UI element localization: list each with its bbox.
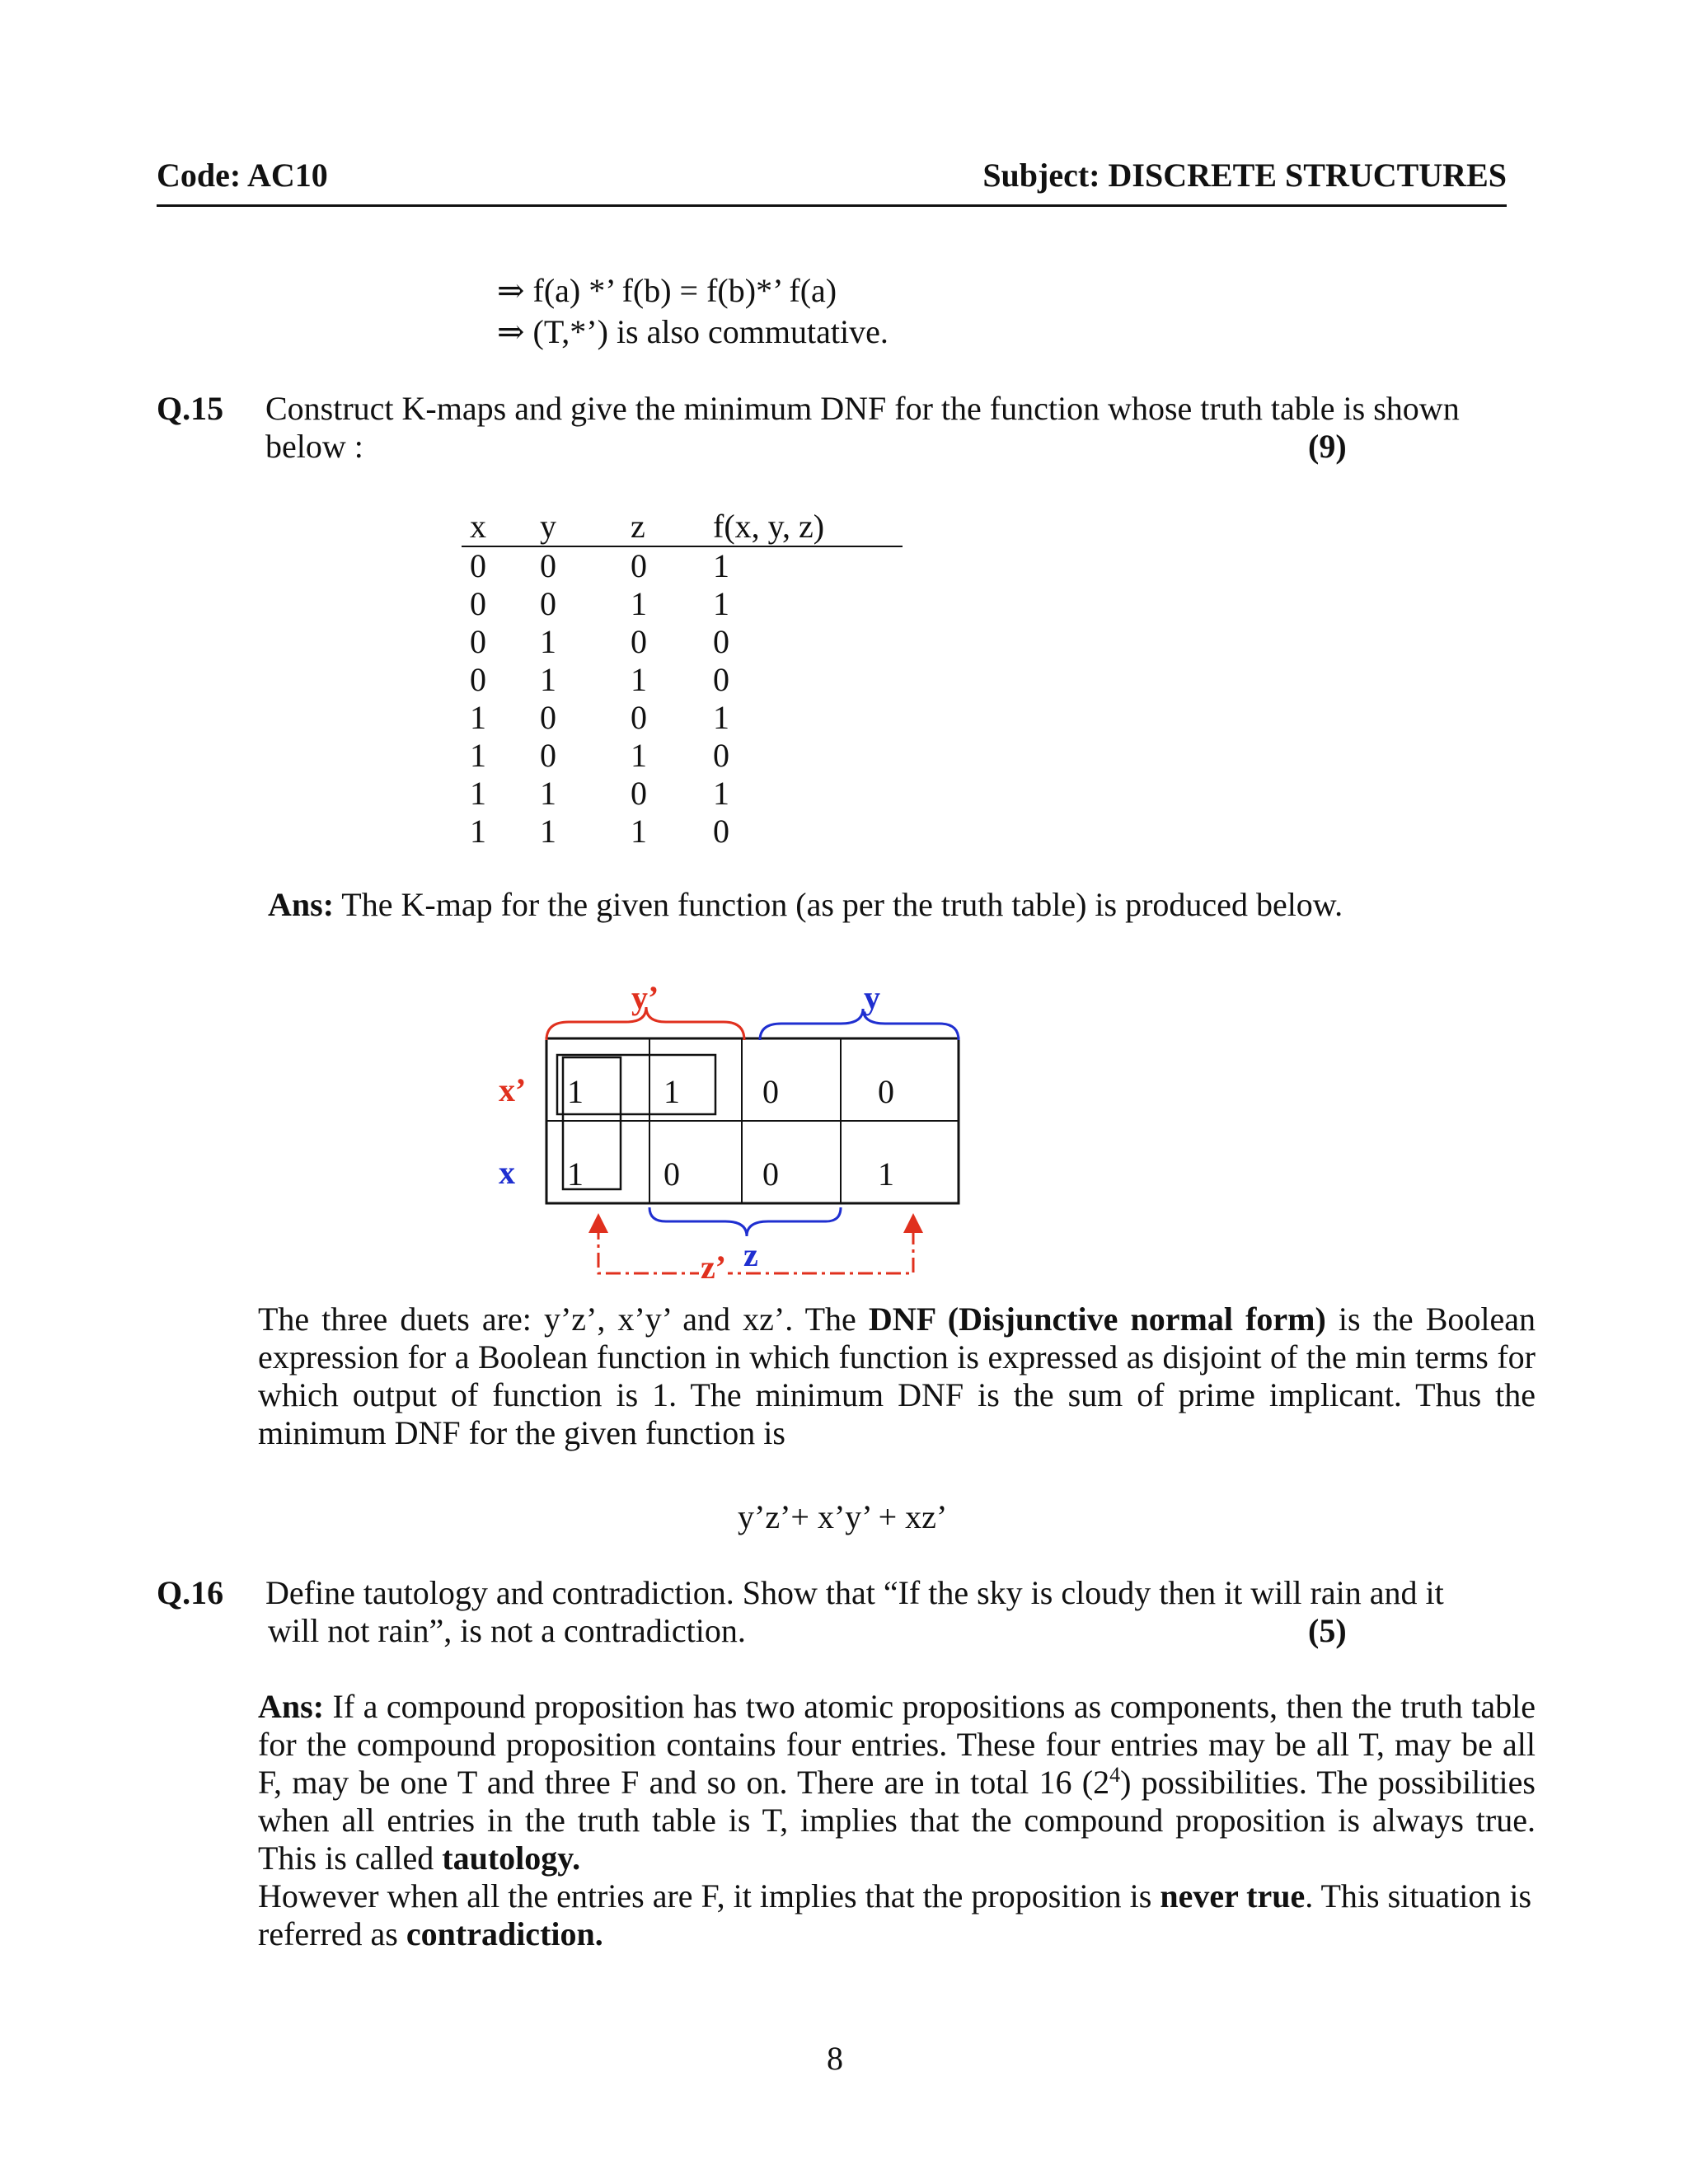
kmap-label-x: x — [499, 1154, 515, 1191]
ans2-bold-never-true: never true — [1160, 1877, 1306, 1915]
cell: 1 — [540, 623, 556, 660]
q15-explanation — [258, 1301, 1536, 1452]
q15-text-line1: Construct K-maps and give the minimum DNF for the function whose truth table is shown — [265, 390, 1460, 427]
cell: 1 — [470, 699, 486, 736]
q16-number: Q.16 — [157, 1574, 224, 1611]
cell: 0 — [540, 737, 556, 774]
cell: 0 — [540, 585, 556, 622]
derivation-line-2: ⇒ (T,*’) is also commutative. — [497, 313, 889, 350]
cell: 1 — [713, 699, 729, 736]
cell: 0 — [470, 623, 486, 660]
cell: 0 — [713, 661, 729, 698]
ans2-bold-contradiction: contradiction. — [406, 1915, 603, 1952]
q15-number: Q.15 — [157, 390, 224, 427]
q16-answer-2 — [258, 1877, 1536, 1953]
q16-text-line2: will not rain”, is not a contradiction. — [268, 1612, 746, 1649]
kmap-cell: 0 — [878, 1073, 894, 1110]
col-header-y: y — [540, 508, 631, 546]
cell: 1 — [470, 775, 486, 812]
kmap-cell: 0 — [663, 1155, 680, 1193]
col-header-z: z — [631, 508, 713, 546]
cell: 0 — [470, 661, 486, 698]
cell: 1 — [540, 775, 556, 812]
cell: 1 — [713, 547, 729, 584]
header-code: Code: AC10 — [157, 157, 328, 194]
explanation-bold: DNF (Disjunctive normal form) — [868, 1301, 1326, 1338]
q16-answer — [258, 1688, 1536, 1877]
kmap-cell: 1 — [567, 1073, 584, 1110]
derivation-line-1: ⇒ f(a) *’ f(b) = f(b)*’ f(a) — [497, 272, 837, 309]
kmap-label-y: y — [864, 979, 880, 1016]
kmap-cell: 1 — [567, 1155, 584, 1193]
ans2-pre: However when all the entries are F, it implies that the proposition is — [258, 1877, 1160, 1915]
cell: 1 — [713, 585, 729, 622]
ans-bold-tautology: tautology. — [442, 1840, 581, 1877]
arrow-up-right — [903, 1213, 923, 1233]
kmap-label-y-prime: y’ — [631, 979, 659, 1016]
kmap-cell: 0 — [762, 1073, 779, 1110]
cell: 1 — [631, 813, 647, 850]
cell: 0 — [631, 623, 647, 660]
cell: 1 — [540, 813, 556, 850]
explanation-pre: The three duets are: y’z’, x’y’ and xz’. The — [258, 1301, 869, 1338]
cell: 1 — [631, 737, 647, 774]
brace-z — [649, 1207, 841, 1236]
kmap-label-z-prime: z’ — [701, 1249, 727, 1286]
ans-part2: ) possibilities. The possibilities when all entries in the truth table is T, implies that the compound proposition is always true. This is called — [258, 1764, 1536, 1877]
kmap-cell: 1 — [663, 1073, 680, 1110]
ans-exponent: 4 — [1109, 1763, 1121, 1787]
explanation-post: is the Boolean expression for a Boolean function in which function is expressed as disjoint of the min terms for which output of function is 1. The minimum DNF is the sum of prime implicant. Thus the minimum DNF for the given function is — [258, 1301, 1536, 1451]
cell: 0 — [631, 547, 647, 584]
cell: 0 — [540, 699, 556, 736]
kmap-cell: 0 — [762, 1155, 779, 1193]
brace-y — [760, 1009, 959, 1040]
kmap-label-x-prime: x’ — [499, 1071, 527, 1108]
ans-label: Ans: — [258, 1688, 325, 1725]
kmap-cell: 1 — [878, 1155, 894, 1193]
cell: 1 — [540, 661, 556, 698]
q16-marks: (5) — [1308, 1612, 1347, 1649]
cell: 0 — [713, 813, 729, 850]
ans-part1: If a compound proposition has two atomic propositions as components, then the truth table for the compound proposition contains four entries. These four entries may be all T, may be all F, may be one T and three F and so on. There are in total 16 (2 — [258, 1688, 1536, 1801]
cell: 1 — [470, 813, 486, 850]
q15-result-expression: y’z’+ x’y’ + xz’ — [738, 1498, 948, 1535]
q15-text-line2: below : — [265, 428, 363, 465]
ans-text: The K-map for the given function (as per the truth table) is produced below. — [334, 886, 1343, 923]
kmap-label-z: z — [743, 1236, 758, 1273]
q15-marks: (9) — [1308, 428, 1347, 465]
ans-label: Ans: — [268, 886, 335, 923]
arrow-up-left — [588, 1213, 608, 1233]
cell: 0 — [540, 547, 556, 584]
cell: 0 — [713, 737, 729, 774]
q16-text-line1: Define tautology and contradiction. Show that “If the sky is cloudy then it will rain and it — [265, 1574, 1444, 1611]
cell: 0 — [631, 775, 647, 812]
page-number: 8 — [827, 2040, 843, 2077]
col-header-f: f(x, y, z) — [713, 508, 903, 546]
ans2-mid: . This situation is referred as — [258, 1877, 1532, 1952]
cell: 1 — [470, 737, 486, 774]
cell: 0 — [470, 585, 486, 622]
col-header-x: x — [462, 508, 540, 546]
cell: 1 — [631, 661, 647, 698]
cell: 0 — [713, 623, 729, 660]
cell: 0 — [470, 547, 486, 584]
cell: 1 — [713, 775, 729, 812]
cell: 1 — [631, 585, 647, 622]
header-subject: Subject: DISCRETE STRUCTURES — [982, 157, 1507, 194]
cell: 0 — [631, 699, 647, 736]
